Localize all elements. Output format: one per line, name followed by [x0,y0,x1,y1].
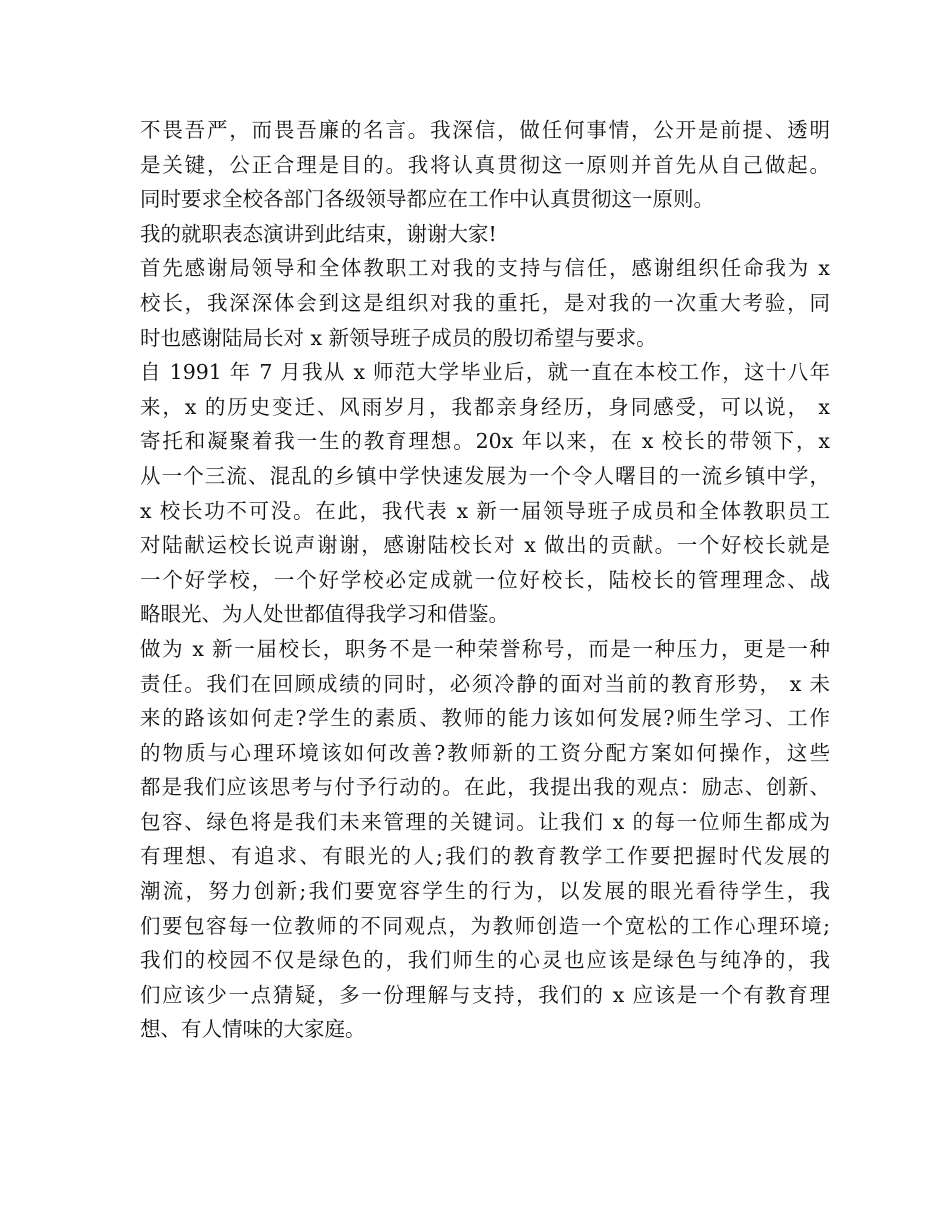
text-line: 们要包容每一位教师的不同观点，为教师创造一个宽松的工作心理环境; [140,913,830,938]
text-line: 从一个三流、混乱的乡镇中学快速发展为一个令人曙目的一流乡镇中学， [140,463,830,488]
text-line: 包容、绿色将是我们未来管理的关键词。让我们 x 的每一位师生都成为 [140,809,830,834]
text-line: 略眼光、为人处世都值得我学习和借鉴。 [140,602,509,627]
text-line: 都是我们应该思考与付予行动的。在此，我提出我的观点：励志、创新、 [140,775,830,800]
text-line: 我的就职表态演讲到此结束，谢谢大家! [140,221,497,246]
document-body [140,113,830,1047]
text-line: 同时要求全校各部门各级领导都应在工作中认真贯彻这一原则。 [140,187,714,212]
text-line: 我们的校园不仅是绿色的，我们师生的心灵也应该是绿色与纯净的，我 [140,948,830,973]
text-line: 时也感谢陆局长对 x 新领导班子成员的殷切希望与要求。 [140,325,657,350]
text-line: 对陆献运校长说声谢谢，感谢陆校长对 x 做出的贡献。一个好校长就是 [140,533,830,558]
text-line: 的物质与心理环境该如何改善?教师新的工资分配方案如何操作，这些 [140,740,830,765]
text-line: 首先感谢局领导和全体教职工对我的支持与信任，感谢组织任命我为 x [140,256,830,281]
text-line: 责任。我们在回顾成绩的同时，必须冷静的面对当前的教育形势， x 未 [140,671,830,696]
text-line: 一个好学校，一个好学校必定成就一位好校长，陆校长的管理理念、战 [140,567,830,592]
text-line: 是关键，公正合理是目的。我将认真贯彻这一原则并首先从自己做起。 [140,152,830,177]
text-line: 们应该少一点猜疑，多一份理解与支持，我们的 x 应该是一个有教育理 [140,982,830,1007]
text-line: 自 1991 年 7 月我从 x 师范大学毕业后，就一直在本校工作，这十八年 [140,360,830,385]
text-line: 有理想、有追求、有眼光的人;我们的教育教学工作要把握时代发展的 [140,844,830,869]
text-line: 想、有人情味的大家庭。 [140,1017,366,1042]
text-line: x 校长功不可没。在此，我代表 x 新一届领导班子成员和全体教职员工 [140,498,830,523]
text-line: 来的路该如何走?学生的素质、教师的能力该如何发展?师生学习、工作 [140,706,830,731]
text-line: 校长，我深深体会到这是组织对我的重托，是对我的一次重大考验，同 [140,290,830,315]
text-line: 潮流，努力创新;我们要宽容学生的行为，以发展的眼光看待学生，我 [140,879,830,904]
text-line: 来，x 的历史变迁、风雨岁月，我都亲身经历，身同感受，可以说， x [140,394,830,419]
text-line: 寄托和凝聚着我一生的教育理想。20x 年以来，在 x 校长的带领下，x [140,429,830,454]
text-line: 不畏吾严，而畏吾廉的名言。我深信，做任何事情，公开是前提、透明 [140,118,830,142]
text-line: 做为 x 新一届校长，职务不是一种荣誉称号，而是一种压力，更是一种 [140,636,830,661]
